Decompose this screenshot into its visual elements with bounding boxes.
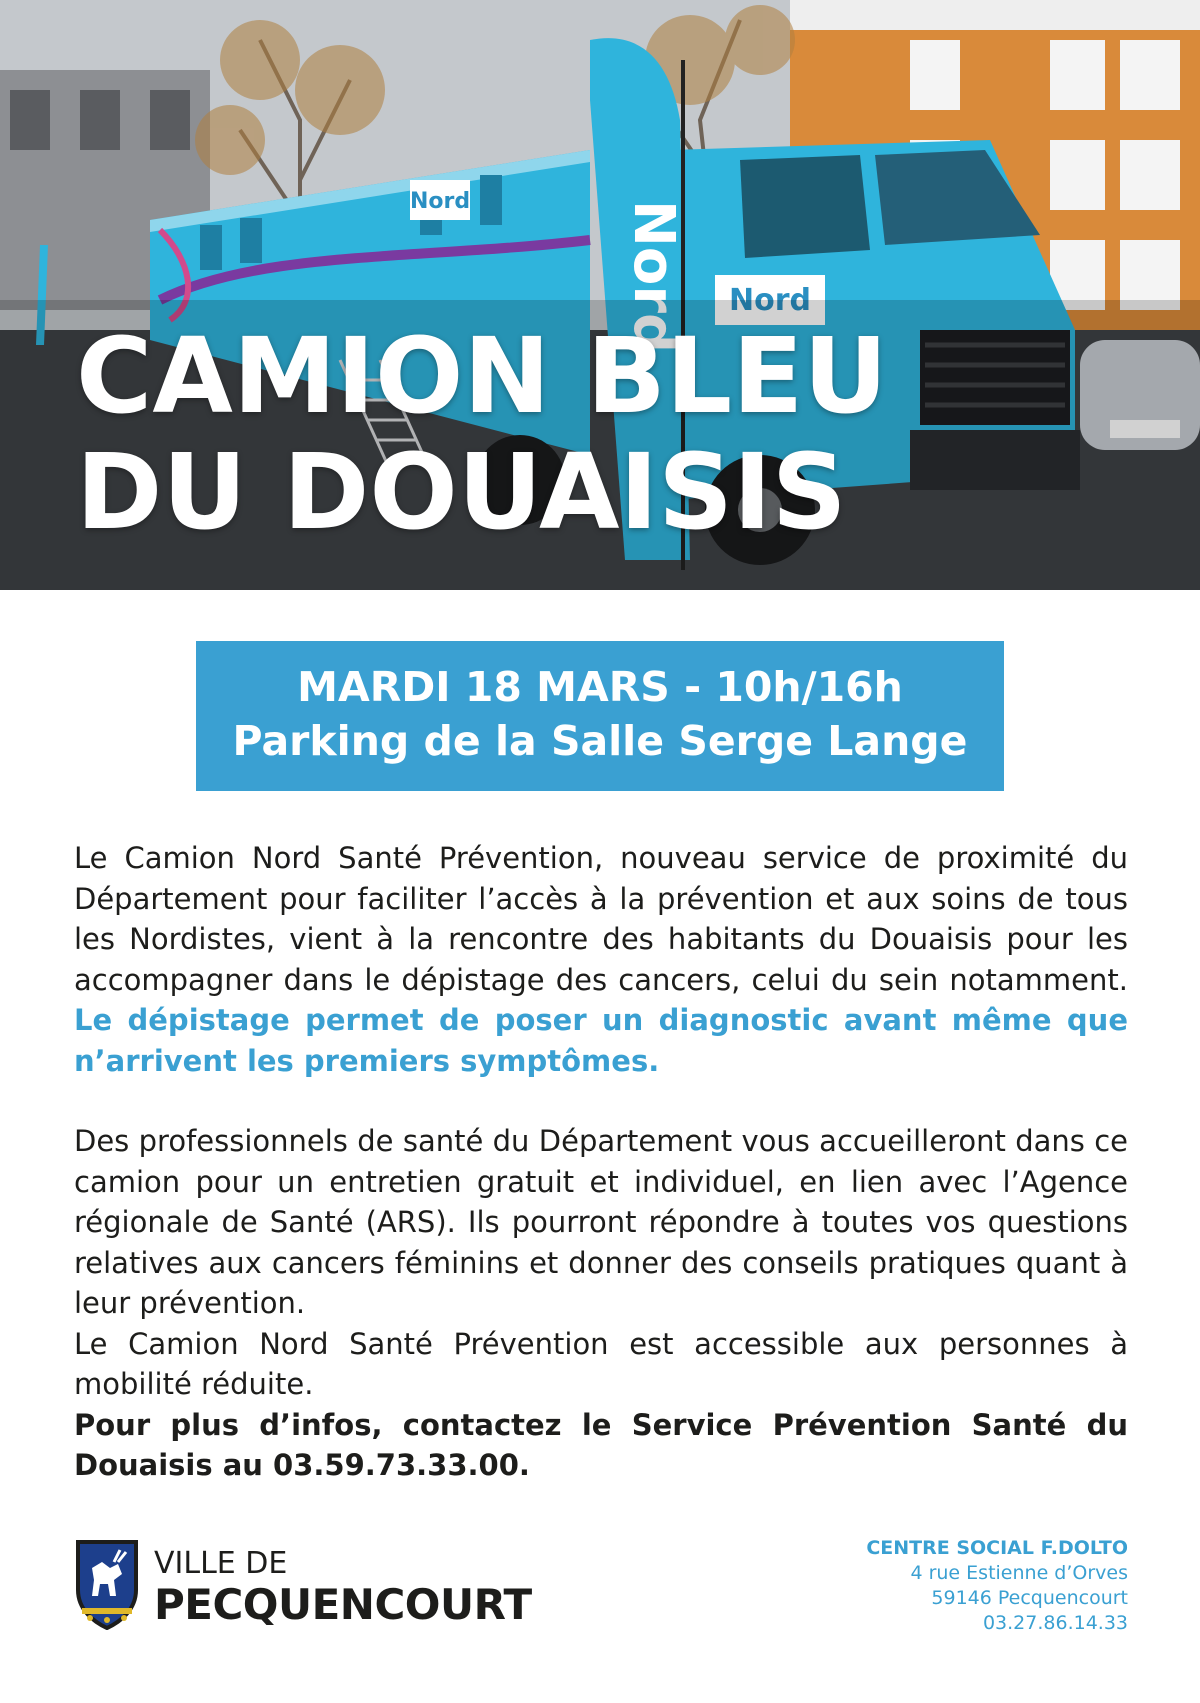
address-org-name: CENTRE SOCIAL F.DOLTO	[866, 1537, 1128, 1559]
town-logo	[74, 1538, 594, 1634]
contact-address	[866, 1536, 1128, 1636]
address-phone: 03.27.86.14.33	[982, 1612, 1128, 1634]
paragraph-contact: Pour plus d’infos, contactez le Service Prévention Santé du Douaisis au 03.59.73.33.00.	[74, 1407, 1128, 1482]
logo-town-name: PECQUENCOURT	[154, 1580, 532, 1629]
paragraph-intro	[74, 838, 1128, 1081]
paragraph-intro-text: Le Camion Nord Santé Prévention, nouveau service de proximité du Département pour faciliter l’accès à la prévention et aux soins de tous les Nordistes, vient à la rencontre des habitants du Douaisis pour les accompagner dans le dépistage des cancers, celui du sein notamment.	[74, 841, 1128, 997]
logo-subtitle: VILLE DE	[154, 1546, 288, 1581]
cab-logo-text: Nord	[729, 283, 811, 318]
address-city: 59146 Pecquencourt	[931, 1587, 1128, 1609]
trailer-logo-text: Nord	[409, 189, 471, 214]
event-banner	[196, 641, 1004, 791]
paragraph-intro-highlight: Le dépistage permet de poser un diagnostic avant même que n’arrivent les premiers symptômes.	[74, 1003, 1128, 1078]
paragraph-accessibility: Le Camion Nord Santé Prévention est accessible aux personnes à mobilité réduite.	[74, 1326, 1128, 1401]
hero-title-line2: DU DOUAISIS	[76, 431, 847, 553]
body-text	[74, 838, 1128, 1486]
event-location: Parking de la Salle Serge Lange	[232, 717, 968, 765]
hero-title-line1: CAMION BLEU	[76, 315, 888, 437]
event-date-time: MARDI 18 MARS - 10h/16h	[297, 663, 903, 711]
hero-photo	[0, 0, 1200, 590]
coat-of-arms-icon	[74, 1538, 140, 1630]
hero-title	[76, 315, 888, 553]
paragraph-professionals: Des professionnels de santé du Département vous accueilleront dans ce camion pour un entretien gratuit et individuel, en lien avec l’Agence régionale de Santé (ARS). Ils pourront répondre à toutes vos questions relatives aux cancers féminins et donner des conseils pratiques quant à leur prévention.	[74, 1124, 1128, 1320]
flag-logo-text: Nord	[621, 200, 686, 354]
address-street: 4 rue Estienne d’Orves	[910, 1562, 1128, 1584]
